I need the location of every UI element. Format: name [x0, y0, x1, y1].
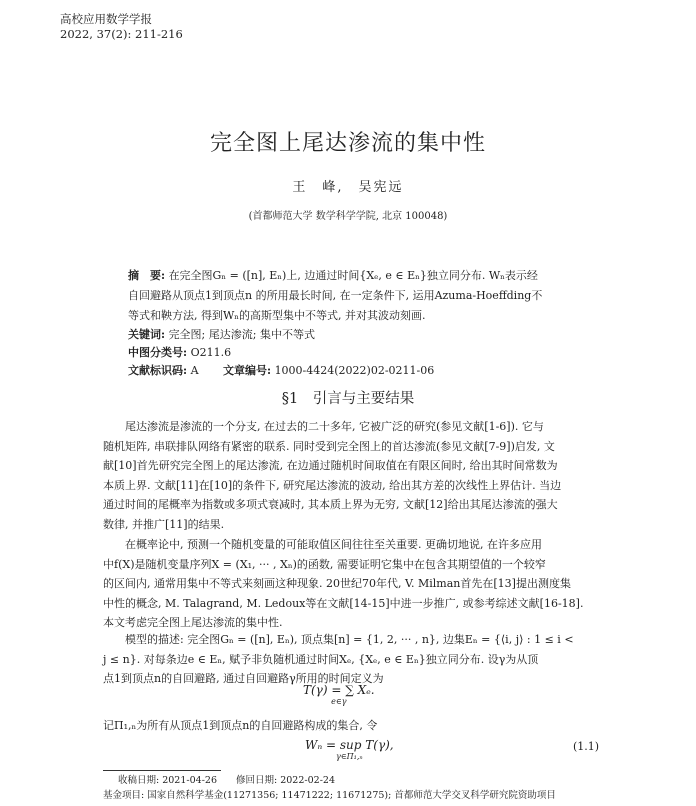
journal-header: [60, 12, 183, 42]
article-number: 1000-4424(2022)02-0211-06: [274, 364, 435, 377]
document-code: 文献标识码: A 文章编号: 1000-4424(2022)02-0211-06: [128, 364, 435, 377]
article-number-label: 文章编号:: [223, 364, 272, 377]
abstract-line: 等式和鞅方法, 得到Wₙ的高斯型集中不等式, 并对其波动刻画.: [128, 309, 426, 322]
paragraph-model: 模型的描述: 完全图Gₙ = ([n], Eₙ), 顶点集[n] = {1, 2, ··· , n}, 边集Eₙ = {⟨i, j⟩ : 1 ≤ i < j ≤ n}. 对每条边e ∈ Eₙ, 赋予非负随机通过时间Xₑ, {Xₑ, e ∈ Eₙ}独立同分布. 设γ为从顶 点1到顶点n的自回避路, 通过自回避路γ所用的时间定义为: [103, 633, 574, 685]
clc-number: 中图分类号: O211.6: [128, 346, 232, 359]
journal-volume: 2022, 37(2): 211-216: [60, 27, 183, 41]
abstract-label: 摘 要:: [128, 269, 166, 282]
abstract-line: 自回避路从顶点1到顶点n 的所用最长时间, 在一定条件下, 运用Azuma-Hoeffding不: [128, 289, 543, 302]
abstract-line: 摘 要: 在完全图Gₙ = ([n], Eₙ)上, 边通过时间{Xₑ, e ∈ Eₙ}独立同分布. Wₙ表示经: [128, 269, 538, 282]
keywords: 关键词: 完全图; 尾达渗流; 集中不等式: [128, 328, 315, 341]
equation-number: (1.1): [573, 740, 600, 753]
paragraph-definition: 记Π₁,ₙ为所有从顶点1到顶点n的自回避路构成的集合, 令: [103, 719, 378, 732]
section-heading: §1 引言与主要结果: [281, 391, 415, 407]
equation-path-time: T(γ) = ∑ Xₑ. e∈γ: [303, 683, 375, 706]
journal-name: 高校应用数学学报: [60, 12, 152, 26]
paper-title: 完全图上尾达渗流的集中性: [209, 131, 486, 156]
equation-1-1: Wₙ = sup T(γ), γ∈Π₁,ₙ: [305, 738, 394, 761]
affiliation: (首都师范大学 数学科学学院, 北京 100048): [248, 211, 448, 222]
paragraph-concentration: 在概率论中, 预测一个随机变量的可能取值区间往往至关重要. 更确切地说, 在许多应用 中f(X)是随机变量序列X = (X₁, ··· , Xₙ)的函数, 需要证明它集中在包含其期望值的一个较窄 的区间内, 通常用集中不等式来刻画这种现象. 20世纪70年代, V. Milman首先在[13]提出测度集 中性的概念, M. Talagrand, M. Ledoux等在文献[14-15]中进一步推广, 或参考综述文献[16-18]. 本文考虑完全图上尾达渗流的集中性.: [103, 538, 584, 629]
footnote-funding: 基金项目: 国家自然科学基金(11271356; 11471222; 11671275); 首都师范大学交叉科学研究院资助项目: [103, 790, 556, 801]
footnote-divider: [103, 770, 221, 771]
authors: 王 峰, 吴宪远: [292, 180, 404, 195]
abstract: [128, 266, 568, 326]
paragraph-intro: 尾达渗流是渗流的一个分支, 在过去的二十多年, 它被广泛的研究(参见文献[1-6]). 它与 随机矩阵, 串联排队网络有紧密的联系. 同时受到完全图上的首达渗流(参见文献[7-9])启发, 文 献[10]首先研究完全图上的尾达渗流, 在边通过随机时间取值在有限区间时, 给出其时间常数为 本质上界. 文献[11]在[10]的条件下, 研究尾达渗流的波动, 给出其方差的次线性上界估计. 当边 通过时间的尾概率为指数或多项式衰减时, 其本质上界为无穷, 文献[12]给出其尾达渗流的强大 数律, 并推广[11]的结果.: [103, 420, 562, 531]
footnote-received: 收稿日期: 2021-04-26 修回日期: 2022-02-24: [118, 775, 335, 786]
